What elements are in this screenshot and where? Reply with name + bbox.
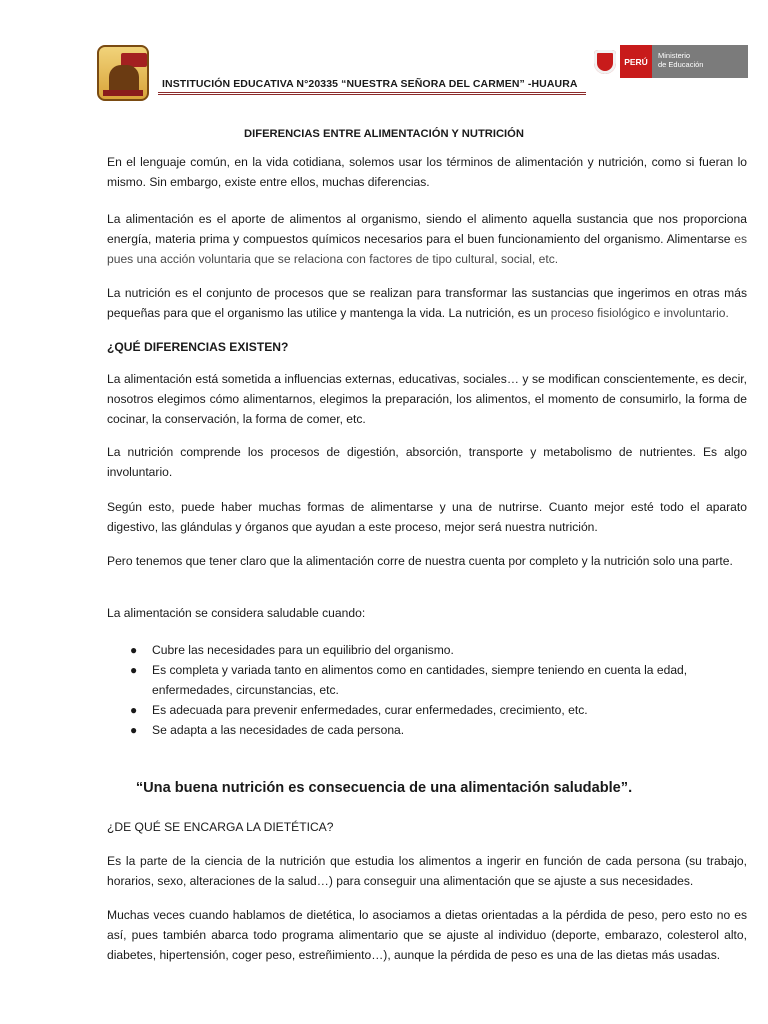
paragraph-procesos: La nutrición comprende los procesos de digestión, absorción, transporte y metabolismo de nutrientes. Es algo involuntario. bbox=[107, 445, 747, 479]
list-item: ● Es completa y variada tanto en alimentos como en cantidades, siempre teniendo en cuenta la edad, enfermedades, circunstancias, etc. bbox=[127, 660, 747, 700]
school-logo bbox=[97, 45, 149, 101]
healthy-criteria-list bbox=[127, 640, 747, 740]
institution-title: INSTITUCIÓN EDUCATIVA N°20335 “NUESTRA SEÑORA DEL CARMEN” -HUAURA bbox=[162, 78, 578, 90]
bullet-icon: ● bbox=[130, 703, 138, 717]
paragraph-dietetica: Es la parte de la ciencia de la nutrición que estudia los alimentos a ingerir en función de cada persona (su trabajo, horarios, sexo, alteraciones de la salud…) para conseguir una alimentación que se ajuste a sus necesidades. bbox=[107, 854, 747, 888]
list-item: ● Se adapta a las necesidades de cada persona. bbox=[127, 720, 747, 740]
paragraph-alimentacion bbox=[107, 209, 747, 269]
ministry-country: PERÚ bbox=[620, 45, 652, 78]
paragraph-text: La alimentación es el aporte de alimentos al organismo, siendo el alimento aquella sustancia que nos proporciona energía, materia prima y compuestos químicos necesarios para el buen funcionamiento del organismo. Alimentarse bbox=[107, 212, 747, 246]
school-logo-base bbox=[103, 90, 143, 96]
bullet-icon: ● bbox=[130, 643, 138, 657]
paragraph-formas: Según esto, puede haber muchas formas de alimentarse y una de nutrirse. Cuanto mejor esté todo el aparato digestivo, las glándulas y órganos que ayudan a este proceso, mejor será nuestra nutrición. bbox=[107, 500, 747, 534]
bullet-icon: ● bbox=[130, 663, 138, 677]
heading-diferencias: ¿QUÉ DIFERENCIAS EXISTEN? bbox=[107, 340, 289, 354]
paragraph-saludable: La alimentación se considera saludable cuando: bbox=[107, 606, 366, 620]
header-rule bbox=[158, 92, 586, 95]
peru-shield-icon bbox=[590, 45, 620, 78]
paragraph-intro: En el lenguaje común, en la vida cotidiana, solemos usar los términos de alimentación y nutrición, como si fueran lo mismo. Sin embargo, existe entre ellos, muchas diferencias. bbox=[107, 155, 747, 189]
paragraph-nutricion bbox=[107, 283, 747, 323]
bullet-icon: ● bbox=[130, 723, 138, 737]
ministry-logo bbox=[590, 45, 748, 78]
paragraph-dietas: Muchas veces cuando hablamos de dietética, lo asociamos a dietas orientadas a la pérdida de peso, pero esto no es así, pues también abarca todo programa alimentario que se ajuste al individuo (deporte, embarazo, colesterol alto, diabetes, hipertensión, coger peso, estreñimiento…), aunque la pérdida de peso es una de las dietas más usadas. bbox=[107, 908, 747, 962]
list-item: ● Cubre las necesidades para un equilibrio del organismo. bbox=[127, 640, 747, 660]
paragraph-text: La nutrición es el conjunto de procesos que se realizan para transformar las sustancias que ingerimos en otras más pequeñas para que el organismo las utilice y mantenga la vida. La nutrición, es un bbox=[107, 286, 747, 320]
paragraph-highlight: proceso fisiológico e involuntario. bbox=[550, 306, 729, 320]
paragraph-influencias: La alimentación está sometida a influencias externas, educativas, sociales… y se modifican conscientemente, es decir, nosotros elegimos cómo alimentarnos, elegimos la preparación, los alimentos, el momento de consumirlo, la forma de cocinar, la conservación, la forma de comer, etc. bbox=[107, 372, 747, 426]
ministry-name: Ministerio de Educación bbox=[652, 45, 748, 78]
paragraph-highlight: es pues una acción voluntaria que se relaciona con factores de tipo cultural, social, etc. bbox=[107, 232, 747, 266]
document-title: DIFERENCIAS ENTRE ALIMENTACIÓN Y NUTRICIÓN bbox=[244, 128, 524, 140]
paragraph-claro: Pero tenemos que tener claro que la alimentación corre de nuestra cuenta por completo y la nutrición solo una parte. bbox=[107, 554, 733, 568]
quote: “Una buena nutrición es consecuencia de una alimentación saludable”. bbox=[135, 780, 633, 796]
heading-dietetica: ¿DE QUÉ SE ENCARGA LA DIETÉTICA? bbox=[107, 820, 334, 834]
list-item: ● Es adecuada para prevenir enfermedades, curar enfermedades, crecimiento, etc. bbox=[127, 700, 747, 720]
